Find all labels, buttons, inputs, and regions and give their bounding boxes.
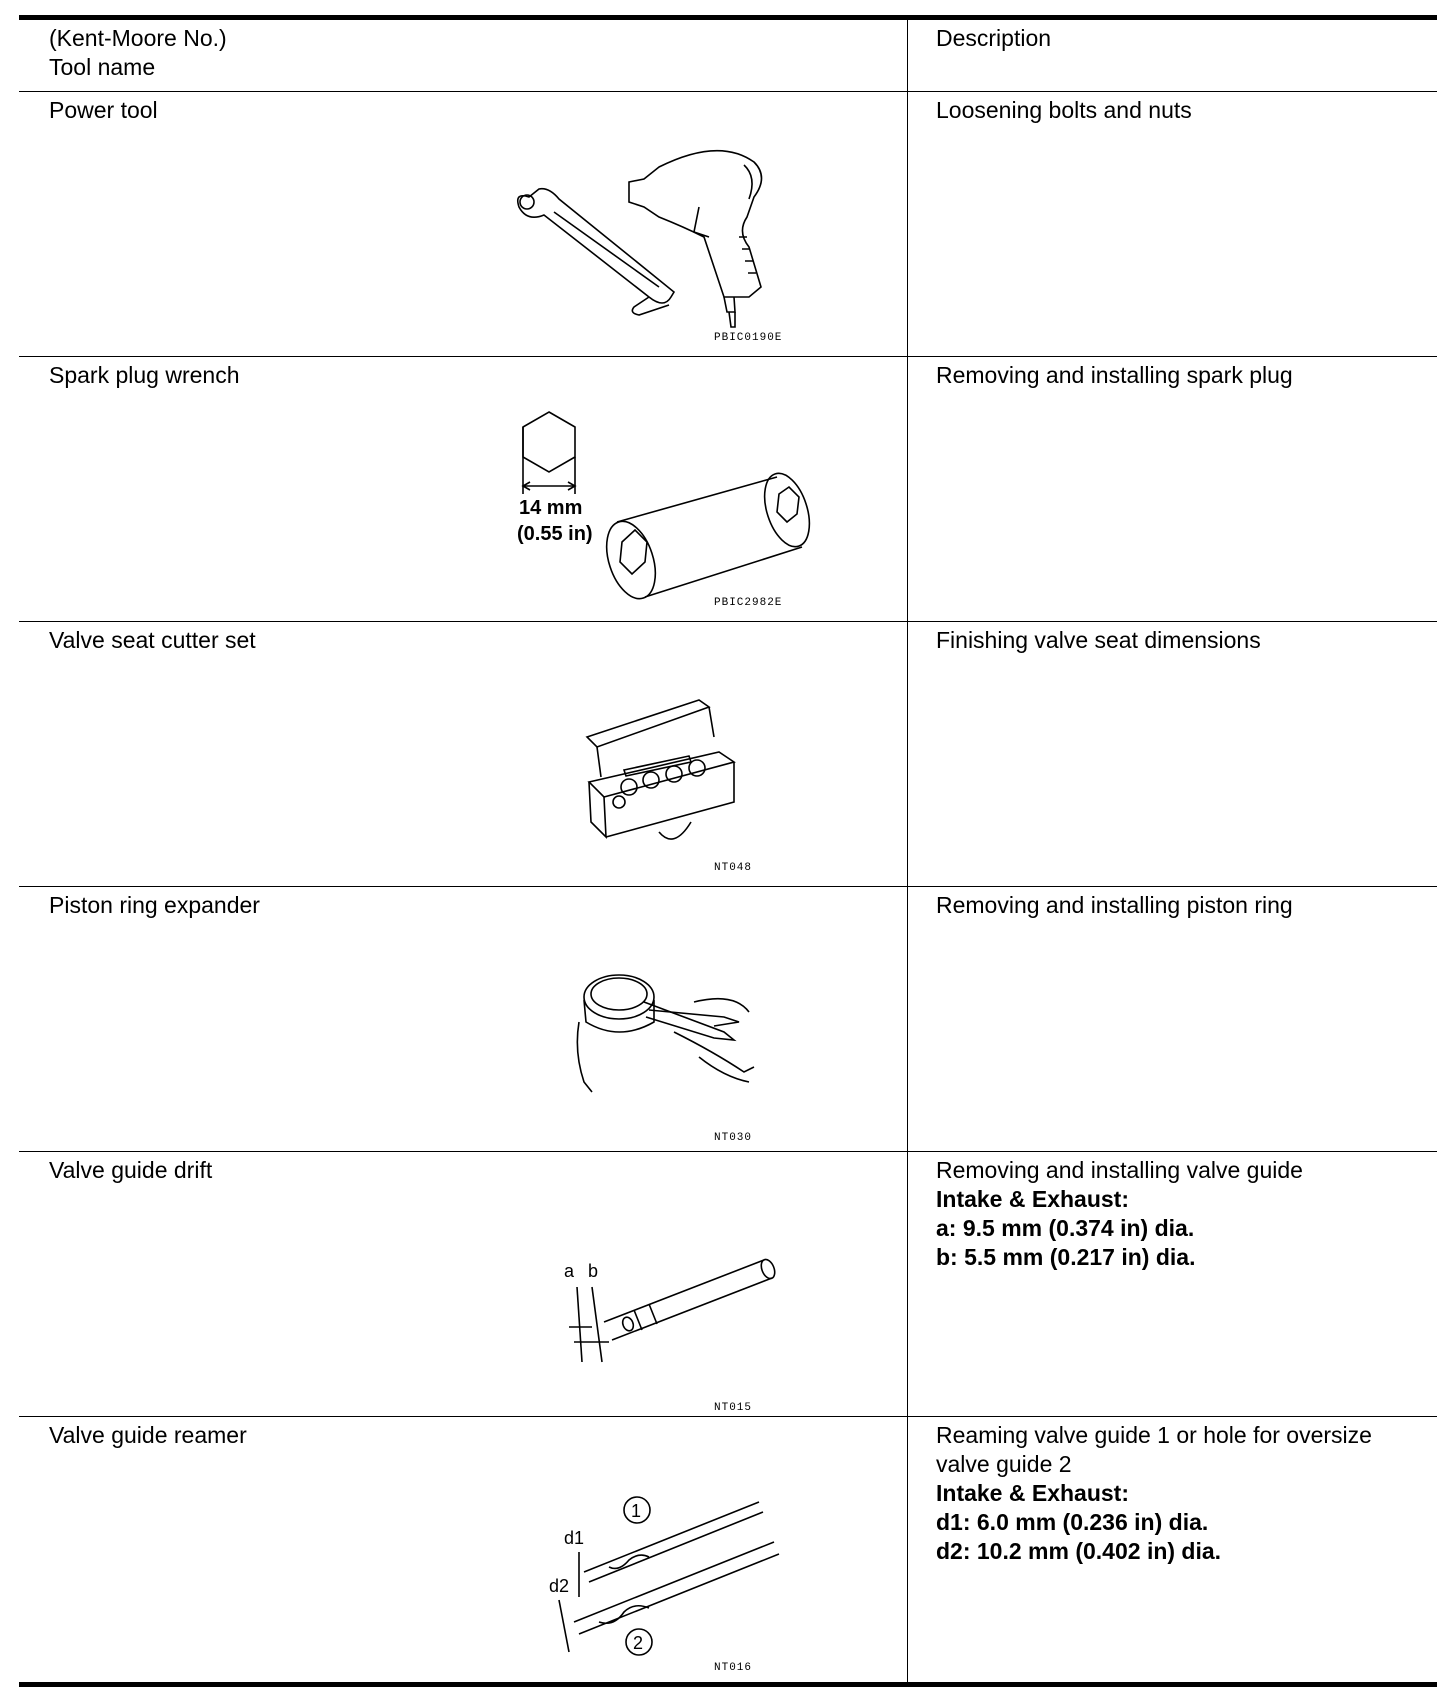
tool-cell	[19, 622, 908, 886]
header-tool-name: Tool name	[49, 54, 156, 80]
size-label-in: (0.55 in)	[517, 523, 593, 545]
valve-guide-drift-illustration	[564, 1232, 794, 1402]
figure-code: NT015	[714, 1402, 753, 1414]
table-row	[19, 887, 1437, 1152]
tool-name: Spark plug wrench	[49, 362, 240, 388]
special-tools-table	[19, 15, 1437, 1687]
description-cell	[908, 1152, 1437, 1416]
tool-cell	[19, 887, 908, 1151]
table-row	[19, 622, 1437, 887]
tool-cell	[19, 1152, 908, 1416]
figure-code: NT048	[714, 862, 753, 874]
dimension-b-label: b	[588, 1261, 599, 1281]
description-cell	[908, 887, 1437, 1151]
power-tool-figure	[499, 137, 829, 347]
description-cell	[908, 92, 1437, 356]
description-line: Finishing valve seat dimensions	[936, 627, 1261, 653]
figure-code: NT016	[714, 1662, 753, 1674]
power-tool-illustration	[499, 137, 829, 347]
header-tool-cell	[19, 20, 908, 91]
piston-ring-expander-illustration	[574, 962, 764, 1132]
valve-guide-reamer-illustration	[549, 1472, 789, 1662]
description-line: Removing and installing valve guide	[936, 1157, 1303, 1183]
description-bold-line: b: 5.5 mm (0.217 in) dia.	[936, 1244, 1196, 1270]
figure-code: NT030	[714, 1132, 753, 1144]
description-line: Reaming valve guide 1 or hole for oversize	[936, 1422, 1372, 1448]
reamer-1-label: 1	[631, 1501, 642, 1521]
description-cell	[908, 1417, 1437, 1682]
description-bold-line: d1: 6.0 mm (0.236 in) dia.	[936, 1509, 1209, 1535]
valve-seat-cutter-figure	[579, 692, 759, 874]
tool-name: Valve seat cutter set	[49, 627, 256, 653]
size-label-mm: 14 mm	[519, 497, 583, 519]
description-bold-line: Intake & Exhaust:	[936, 1186, 1129, 1212]
description-bold-line: a: 9.5 mm (0.374 in) dia.	[936, 1215, 1195, 1241]
description-cell	[908, 357, 1437, 621]
dimension-a-label: a	[564, 1261, 575, 1281]
table-row	[19, 1152, 1437, 1417]
tool-name: Valve guide drift	[49, 1157, 213, 1183]
header-description-cell	[908, 20, 1437, 91]
figure-code: PBIC2982E	[714, 597, 783, 609]
description-line: Removing and installing spark plug	[936, 362, 1293, 388]
table-row	[19, 1417, 1437, 1682]
description-bold-line: Intake & Exhaust:	[936, 1480, 1129, 1506]
description-line: Removing and installing piston ring	[936, 892, 1293, 918]
tool-cell	[19, 92, 908, 356]
dimension-d1-label: d1	[564, 1528, 585, 1548]
reamer-2-label: 2	[633, 1633, 644, 1653]
valve-seat-cutter-illustration	[579, 692, 759, 862]
tool-cell	[19, 357, 908, 621]
tool-cell	[19, 1417, 908, 1682]
tool-name: Power tool	[49, 97, 158, 123]
description-line: valve guide 2	[936, 1451, 1072, 1477]
description-bold-line: d2: 10.2 mm (0.402 in) dia.	[936, 1538, 1222, 1564]
bottom-rule	[19, 1682, 1437, 1687]
piston-ring-expander-figure	[574, 962, 764, 1144]
table-header-row	[19, 20, 1437, 92]
valve-guide-reamer-figure	[549, 1472, 789, 1674]
tool-name: Valve guide reamer	[49, 1422, 247, 1448]
table-row	[19, 357, 1437, 622]
description-line: Loosening bolts and nuts	[936, 97, 1192, 123]
dimension-d2-label: d2	[549, 1576, 570, 1596]
header-description: Description	[936, 25, 1052, 51]
tool-name: Piston ring expander	[49, 892, 260, 918]
spark-plug-wrench-figure	[497, 402, 827, 612]
table-row	[19, 92, 1437, 357]
spark-plug-wrench-illustration	[497, 402, 827, 612]
header-kent-moore: (Kent-Moore No.)	[49, 25, 227, 51]
figure-code: PBIC0190E	[714, 332, 783, 344]
valve-guide-drift-figure	[564, 1232, 794, 1414]
description-cell	[908, 622, 1437, 886]
